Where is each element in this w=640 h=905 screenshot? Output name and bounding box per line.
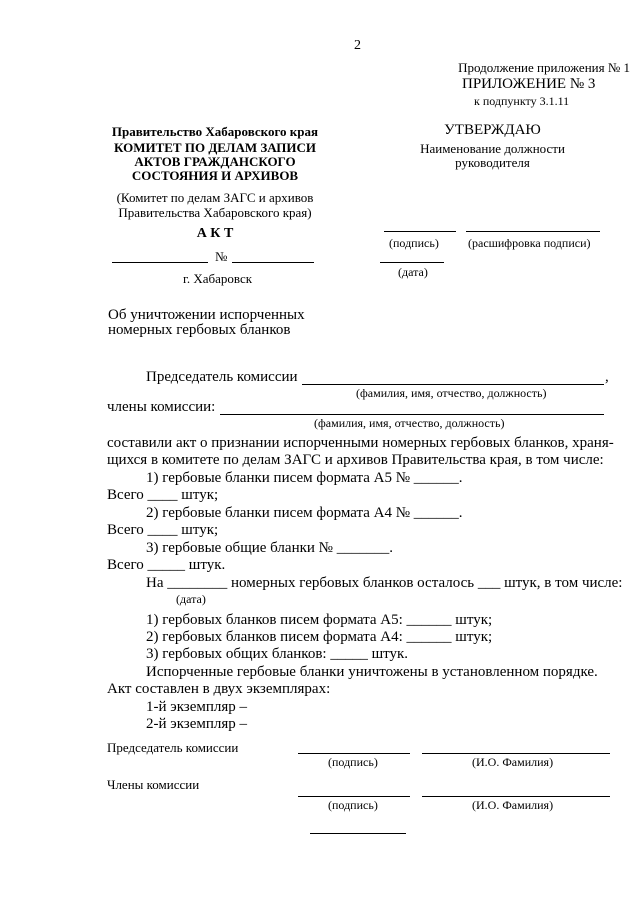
members-line (220, 414, 604, 415)
approver-date-line (380, 262, 444, 263)
act-text-line: щихся в комитете по делам ЗАГС и архивов Правительства края, в том числе: (107, 452, 604, 468)
item-a4: 2) гербовые бланки писем формата А4 № ______. (146, 505, 463, 521)
chairman-comma: , (605, 369, 609, 385)
position-line: руководителя (455, 155, 530, 170)
destroyed-text: Испорченные гербовые бланки уничтожены в установленном порядке. (146, 664, 598, 680)
subject-line: Об уничтожении испорченных (108, 307, 305, 323)
chairman-hint: (фамилия, имя, отчество, должность) (356, 386, 547, 400)
remaining-date-hint: (дата) (176, 592, 206, 606)
approver-decoding-label: (расшифровка подписи) (468, 236, 591, 250)
chairman-label: Председатель комиссии (146, 369, 298, 385)
remain-a5: 1) гербовых бланков писем формата А5: ______ штук; (146, 612, 493, 628)
committee-name (100, 141, 330, 183)
member-name-line (422, 796, 610, 797)
item-general: 3) гербовые общие бланки № _______. (146, 540, 393, 556)
approver-position (385, 142, 600, 170)
act-date-line (112, 262, 208, 263)
chairman-signature-hint: (подпись) (328, 755, 378, 769)
committee-line: КОМИТЕТ ПО ДЕЛАМ ЗАПИСИ (113, 140, 317, 155)
doc-type: А К Т (196, 226, 234, 241)
position-line: Наименование должности (420, 141, 565, 156)
page-number: 2 (354, 38, 361, 53)
committee-line: АКТОВ ГРАЖДАНСКОГО (134, 154, 296, 169)
chairman-signature-line (298, 753, 410, 754)
committee-short-line: Правительства Хабаровского края) (118, 205, 312, 220)
remain-general: 3) гербовых общих бланков: _____ штук. (146, 646, 409, 662)
member-name-hint: (И.О. Фамилия) (472, 798, 554, 812)
approve-title: УТВЕРЖДАЮ (444, 122, 541, 138)
total-a5: Всего ____ штук; (107, 487, 219, 503)
approver-decoding-line (466, 231, 600, 232)
approver-signature-label: (подпись) (389, 236, 439, 250)
committee-short-line: (Комитет по делам ЗАГС и архивов (116, 190, 314, 205)
total-a4: Всего ____ штук; (107, 522, 219, 538)
remain-a4: 2) гербовых бланков писем формата А4: ______ штук; (146, 629, 493, 645)
total-general: Всего _____ штук. (107, 557, 226, 573)
extra-signature-line (310, 833, 406, 834)
approver-signature-line (384, 231, 456, 232)
continuation-note: Продолжение приложения № 1 (458, 60, 630, 75)
member-signature-hint: (подпись) (328, 798, 378, 812)
item-a5: 1) гербовые бланки писем формата А5 № ______. (146, 470, 463, 486)
copy-two: 2-й экземпляр – (146, 716, 248, 732)
number-sign: № (215, 249, 228, 264)
members-label: члены комиссии: (107, 399, 216, 415)
subject-line: номерных гербовых бланков (108, 322, 291, 338)
appendix-subpoint: к подпункту 3.1.11 (474, 94, 570, 108)
approver-date-label: (дата) (398, 265, 428, 279)
copies-text: Акт составлен в двух экземплярах: (107, 681, 331, 697)
committee-line: СОСТОЯНИЯ И АРХИВОВ (131, 168, 299, 183)
member-signature-line (298, 796, 410, 797)
government-name: Правительство Хабаровского края (111, 124, 319, 139)
chairman-line (302, 384, 604, 385)
act-number-line (232, 262, 314, 263)
sign-chairman-label: Председатель комиссии (107, 740, 239, 755)
chairman-name-hint: (И.О. Фамилия) (472, 755, 554, 769)
appendix-title: ПРИЛОЖЕНИЕ № 3 (462, 76, 596, 92)
members-hint: (фамилия, имя, отчество, должность) (314, 416, 505, 430)
copy-one: 1-й экземпляр – (146, 699, 248, 715)
act-subject (108, 308, 305, 338)
committee-short-name (100, 190, 330, 220)
act-text-line: составили акт о признании испорченными номерных гербовых бланков, храня- (107, 435, 614, 451)
city: г. Хабаровск (183, 271, 253, 286)
sign-members-label: Члены комиссии (107, 777, 200, 792)
remaining-text: На ________ номерных гербовых бланков осталось ___ штук, в том числе: (146, 575, 623, 591)
chairman-name-line (422, 753, 610, 754)
